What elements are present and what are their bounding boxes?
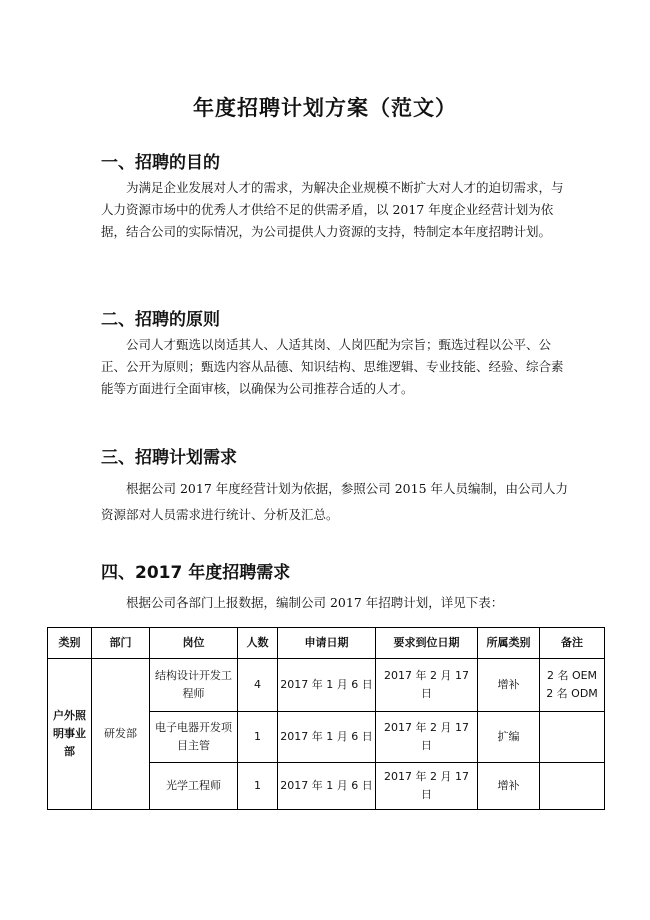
section-paragraph-purpose: 为满足企业发展对人才的需求，为解决企业规模不断扩大对人才的迫切需求，与人力资源市场中的优秀人才供给不足的供需矛盾，以 2017 年度企业经营计划为依据，结合公司的实际情况，为公司提供人力资源的支持，特制定本年度招聘计划。 (101, 180, 564, 239)
col-header: 所属类别 (478, 628, 540, 659)
department-cell: 研发部 (92, 659, 150, 810)
apply-date-cell: 2017 年 1 月 6 日 (278, 763, 376, 810)
col-header: 备注 (540, 628, 605, 659)
col-header: 人数 (238, 628, 278, 659)
col-header: 岗位 (150, 628, 238, 659)
type-cell: 扩编 (478, 712, 540, 763)
count-cell: 4 (238, 659, 278, 712)
section-heading-demand: 三、招聘计划需求 (101, 448, 237, 468)
type-cell: 增补 (478, 763, 540, 810)
note-cell: 2 名 OEM 2 名 ODM (540, 659, 605, 712)
section-paragraph-demand: 根据公司 2017 年度经营计划为依据，参照公司 2015 年人员编制，由公司人力资源部对人员需求进行统计、分析及汇总。 (101, 481, 569, 522)
col-header: 部门 (92, 628, 150, 659)
type-cell: 增补 (478, 659, 540, 712)
apply-date-cell: 2017 年 1 月 6 日 (278, 659, 376, 712)
section-heading-principle: 二、招聘的原则 (101, 310, 220, 330)
position-cell: 光学工程师 (150, 763, 238, 810)
count-cell: 1 (238, 763, 278, 810)
col-header: 类别 (48, 628, 92, 659)
position-cell: 结构设计开发工程师 (150, 659, 238, 712)
recruitment-table (47, 627, 605, 810)
due-date-cell: 2017 年 2 月 17 日 (376, 712, 478, 763)
section-paragraph-2017: 根据公司各部门上报数据，编制公司 2017 年招聘计划，详见下表： (126, 595, 504, 610)
due-date-cell: 2017 年 2 月 17 日 (376, 763, 478, 810)
note-cell (540, 712, 605, 763)
page-title: 年度招聘计划方案（范文） (193, 96, 457, 120)
count-cell: 1 (238, 712, 278, 763)
table-row (48, 659, 605, 712)
apply-date-cell: 2017 年 1 月 6 日 (278, 712, 376, 763)
col-header: 要求到位日期 (376, 628, 478, 659)
section-heading-2017: 四、2017 年度招聘需求 (101, 563, 291, 583)
section-heading-purpose: 一、招聘的目的 (101, 153, 220, 173)
category-cell: 户外照明事业部 (48, 659, 92, 810)
table-header-row (48, 628, 605, 659)
due-date-cell: 2017 年 2 月 17 日 (376, 659, 478, 712)
section-paragraph-principle: 公司人才甄选以岗适其人、人适其岗、人岗匹配为宗旨；甄选过程以公平、公正、公开为原则；甄选内容从品德、知识结构、思维逻辑、专业技能、经验、综合素能等方面进行全面审核，以确保为公司推荐合适的人才。 (101, 337, 564, 396)
note-cell (540, 763, 605, 810)
col-header: 申请日期 (278, 628, 376, 659)
position-cell: 电子电器开发项目主管 (150, 712, 238, 763)
